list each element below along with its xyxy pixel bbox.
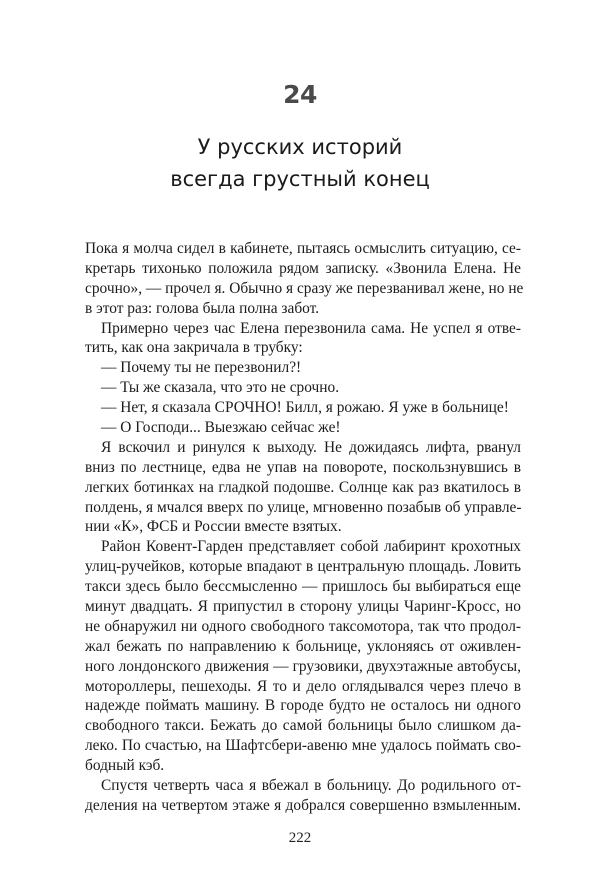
text-line: мотороллеры, пешеходы. Я то и дело оглядывался через плечо в <box>85 677 521 695</box>
page-number: 222 <box>288 830 312 846</box>
text-line: такси здесь было бессмысленно — пришлось бы выбираться еще <box>85 578 521 596</box>
chapter-title <box>0 131 600 195</box>
text-line: деления на четвертом этаже я добрался совершенно взмыленным. <box>85 796 521 814</box>
chapter-title-line: всегда грустный конец <box>170 167 430 191</box>
text-line: нии «К», ФСБ и России вместе взятых. <box>85 518 342 536</box>
text-line: надежде поймать машину. В городе будто не осталось ни одного <box>85 697 521 715</box>
text-line: жал бежать по направлению к больнице, уклоняясь от оживлен- <box>85 637 521 655</box>
chapter-number: 24 <box>283 80 317 109</box>
text-line: в этот раз: голова была полна забот. <box>85 299 320 317</box>
text-line: бодный кэб. <box>85 757 165 775</box>
text-line: — О Господи... Выезжаю сейчас же! <box>101 419 341 437</box>
text-line: не обнаружил ни одного свободного таксомотора, так что продол- <box>85 617 521 635</box>
text-line: улиц-ручейков, которые впадают в центральную площадь. Ловить <box>85 558 521 576</box>
text-line: легких ботинках на гладкой подошве. Солнце как раз вкатилось в <box>85 478 521 496</box>
text-line: кретарь тихонько положила рядом записку. «Звонила Елена. Не <box>85 259 521 277</box>
chapter-title-line: У русских историй <box>197 135 403 159</box>
text-line: свободного такси. Бежать до самой больницы было слишком да- <box>85 717 521 735</box>
text-line: полдень, я мчался вверх по улице, мгновенно позабыв об управле- <box>85 498 522 516</box>
text-line: — Ты же сказала, что это не срочно. <box>101 379 340 397</box>
text-line: — Почему ты не перезвонил?! <box>101 359 302 377</box>
text-line: минут двадцать. Я припустил в сторону улицы Чаринг-Кросс, но <box>85 598 521 616</box>
body-text <box>85 239 524 816</box>
text-line: Я вскочил и ринулся к выходу. Не дожидаясь лифта, рванул <box>101 438 521 456</box>
text-line: срочно», — прочел я. Обычно я сразу же перезванивал жене, но не <box>85 279 524 297</box>
text-line: Примерно через час Елена перезвонила сама. Не успел я отве- <box>101 319 521 337</box>
text-line: ного лондонского движения — грузовики, двухэтажные автобусы, <box>85 657 521 675</box>
text-line: леко. По счастью, на Шафтсбери-авеню мне удалось поймать сво- <box>85 737 521 755</box>
text-line: Спустя четверть часа я вбежал в больницу. До родильного от- <box>101 777 521 795</box>
text-line: Район Ковент-Гарден представляет собой лабиринт крохотных <box>101 538 521 556</box>
text-line: — Нет, я сказала СРОЧНО! Билл, я рожаю. Я уже в больнице! <box>101 399 509 417</box>
text-line: Пока я молча сидел в кабинете, пытаясь осмыслить ситуацию, се- <box>85 240 521 257</box>
text-line: вниз по лестнице, едва не упав на повороте, поскользнувшись в <box>85 458 521 476</box>
text-line: тить, как она закричала в трубку: <box>85 339 303 357</box>
